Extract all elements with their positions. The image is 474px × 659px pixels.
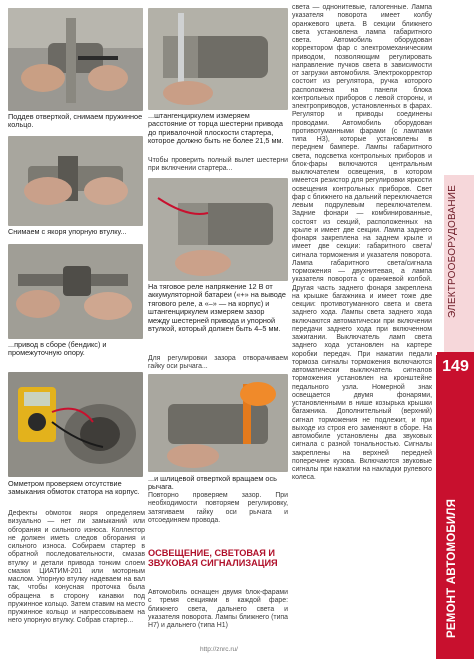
- caption-lever-axis: ...и шлицевой отверткой вращаем ось рычага.: [148, 474, 277, 492]
- photo-ohmmeter: [8, 372, 143, 477]
- section-heading: ОСВЕЩЕНИЕ, СВЕТОВАЯ И ЗВУКОВАЯ СИГНАЛИЗАЦИЯ: [148, 548, 278, 569]
- photo-lever-axis: [148, 374, 288, 472]
- caption-caliper-measure: ...штангенциркулем измеряем расстояние от торца шестерни привода до привалочной плоскости стартера, которое должно быть не более 21,5 мм.: [148, 111, 284, 146]
- body-text-section-intro: Автомобиль оснащен двумя блок-фарами с тремя секциями в каждой фаре: ближнего света, дальнего света и указателя поворота. Лампы ближнего (типа H7) и дальнего (типа H1): [148, 589, 288, 629]
- photo-snap-ring: [8, 8, 143, 111]
- caption-thrust-sleeve: Снимаем с якоря упорную втулку...: [8, 227, 127, 236]
- body-text-mid-after: Повторно проверяем зазор. При необходимости повторяем регулировку, затягиваем гайку оси рычага и отсоединяем провода.: [148, 492, 288, 524]
- page-number: 149: [437, 352, 474, 382]
- caption-battery-test: На тяговое реле напряжение 12 В от аккумуляторной батареи («+» на выводе тягового реле, а «–» — на корпус) и штангенциркулем измеряем зазор между шестерней привода и упорной втулкой, который должен быть 4–5 мм.: [148, 282, 286, 334]
- caption-drive-assembly: ...привод в сборе (бендикс) и промежуточную опору.: [8, 340, 107, 358]
- chapter-title: ЭЛЕКТРООБОРУДОВАНИЕ: [447, 184, 458, 318]
- caption-snap-ring: Поддев отверткой, снимаем пружинное кольцо.: [8, 112, 143, 130]
- photo-drive-assembly: [8, 244, 143, 339]
- footer-url[interactable]: http://znrc.ru/: [200, 646, 238, 653]
- photo-thrust-sleeve: [8, 136, 143, 226]
- body-text-left: Дефекты обмоток якоря определяем визуально — нет ли замыканий или обгорания и сильного износа. Коллектор не должен иметь следов обгорания и сильного износа. Собираем стартер в обратной последовательности, смазав втулку и детали привода тонким слоем смазки ЦИАТИМ-201 или моторным маслом. Упорную втулку надеваем на вал так, чтобы конусная проточка была обращена в сторону канавки под пружинное кольцо. Затем ставим на место пружинное кольцо и напрессовываем на него упорную втулку. Собрав стартер...: [8, 510, 145, 625]
- book-title: РЕМОНТ АВТОМОБИЛЯ: [446, 498, 458, 638]
- body-text-mid-note: Для регулировки зазора отворачиваем гайку оси рычага...: [148, 355, 288, 371]
- caption-ohmmeter: Омметром проверяем отсутствие замыкания обмоток статора на корпус.: [8, 479, 140, 497]
- photo-battery-test: [148, 178, 288, 281]
- body-text-right: света — однонитевые, галогенные. Лампа указателя поворота имеет колбу оранжевого цвета. В секции ближнего света установлена лампа габаритного света. Автомобиль оборудован корректором фар с электромеханическим приводом, позволяющим регулировать направление пучков света в зависимости от загрузки автомобиля. Электрокорректор состоит из регулятора, ручка которого расположена на панели блока контрольных приборов с левой стороны, и электроприводов, установленных в фарах. Регулятор и приводы соединены проводами. Автомобиль оборудован противотуманными фарами (с лампами типа H3), которые установлены в переднем бампере. Лампы габаритного света, подсветка контрольных приборов и блок-фары включаются центральным выключателем освещения, в котором имеется резистор для регулировки яркости освещения контрольных приборов. Свет фар с ближнего на дальний переключается левым подрулевым переключателем. Задние фонари — комбинированные, состоят из секций, расположенных на крыле и имеет две секции. Лампа заднего фонаря закреплена на заднем крыле и имеет две секции: габаритного света/сигнала торможения и указателя поворота. Лампа габаритного света/сигнала торможения — двухнитевая, а лампа указателя поворота с оранжевой колбой. Другая часть заднего фонаря закреплена на крышке багажника и имеет тоже две секции: противотуманного света и света заднего хода. Лампы света заднего хода включаются автоматически при включении передачи заднего хода при включенном зажигании. Выключатель ламп света заднего хода установлен на картере коробки передач. При нажатии педали тормоза сигналы торможения включаются автоматически выключатель сигналов торможения установлен на кронштейне педального узла. Номерной знак освещается двумя фонарями, установленными в нише козырька крышки багажника. Дополнительный (верхний) сигнал торможения не подлежит, и при выходе из строя его заменяют в сборе. На автомобиле установлены два звуковых сигнала с разной тональностью. Сигналы закреплены на верхней передней поперечине кузова. Включаются звуковые сигналы при нажатии на накладки рулевого колеса.: [292, 4, 432, 482]
- body-text-mid-top: Чтобы проверить полный вылет шестерни при включении стартера...: [148, 157, 288, 173]
- photo-caliper-measure: [148, 8, 288, 110]
